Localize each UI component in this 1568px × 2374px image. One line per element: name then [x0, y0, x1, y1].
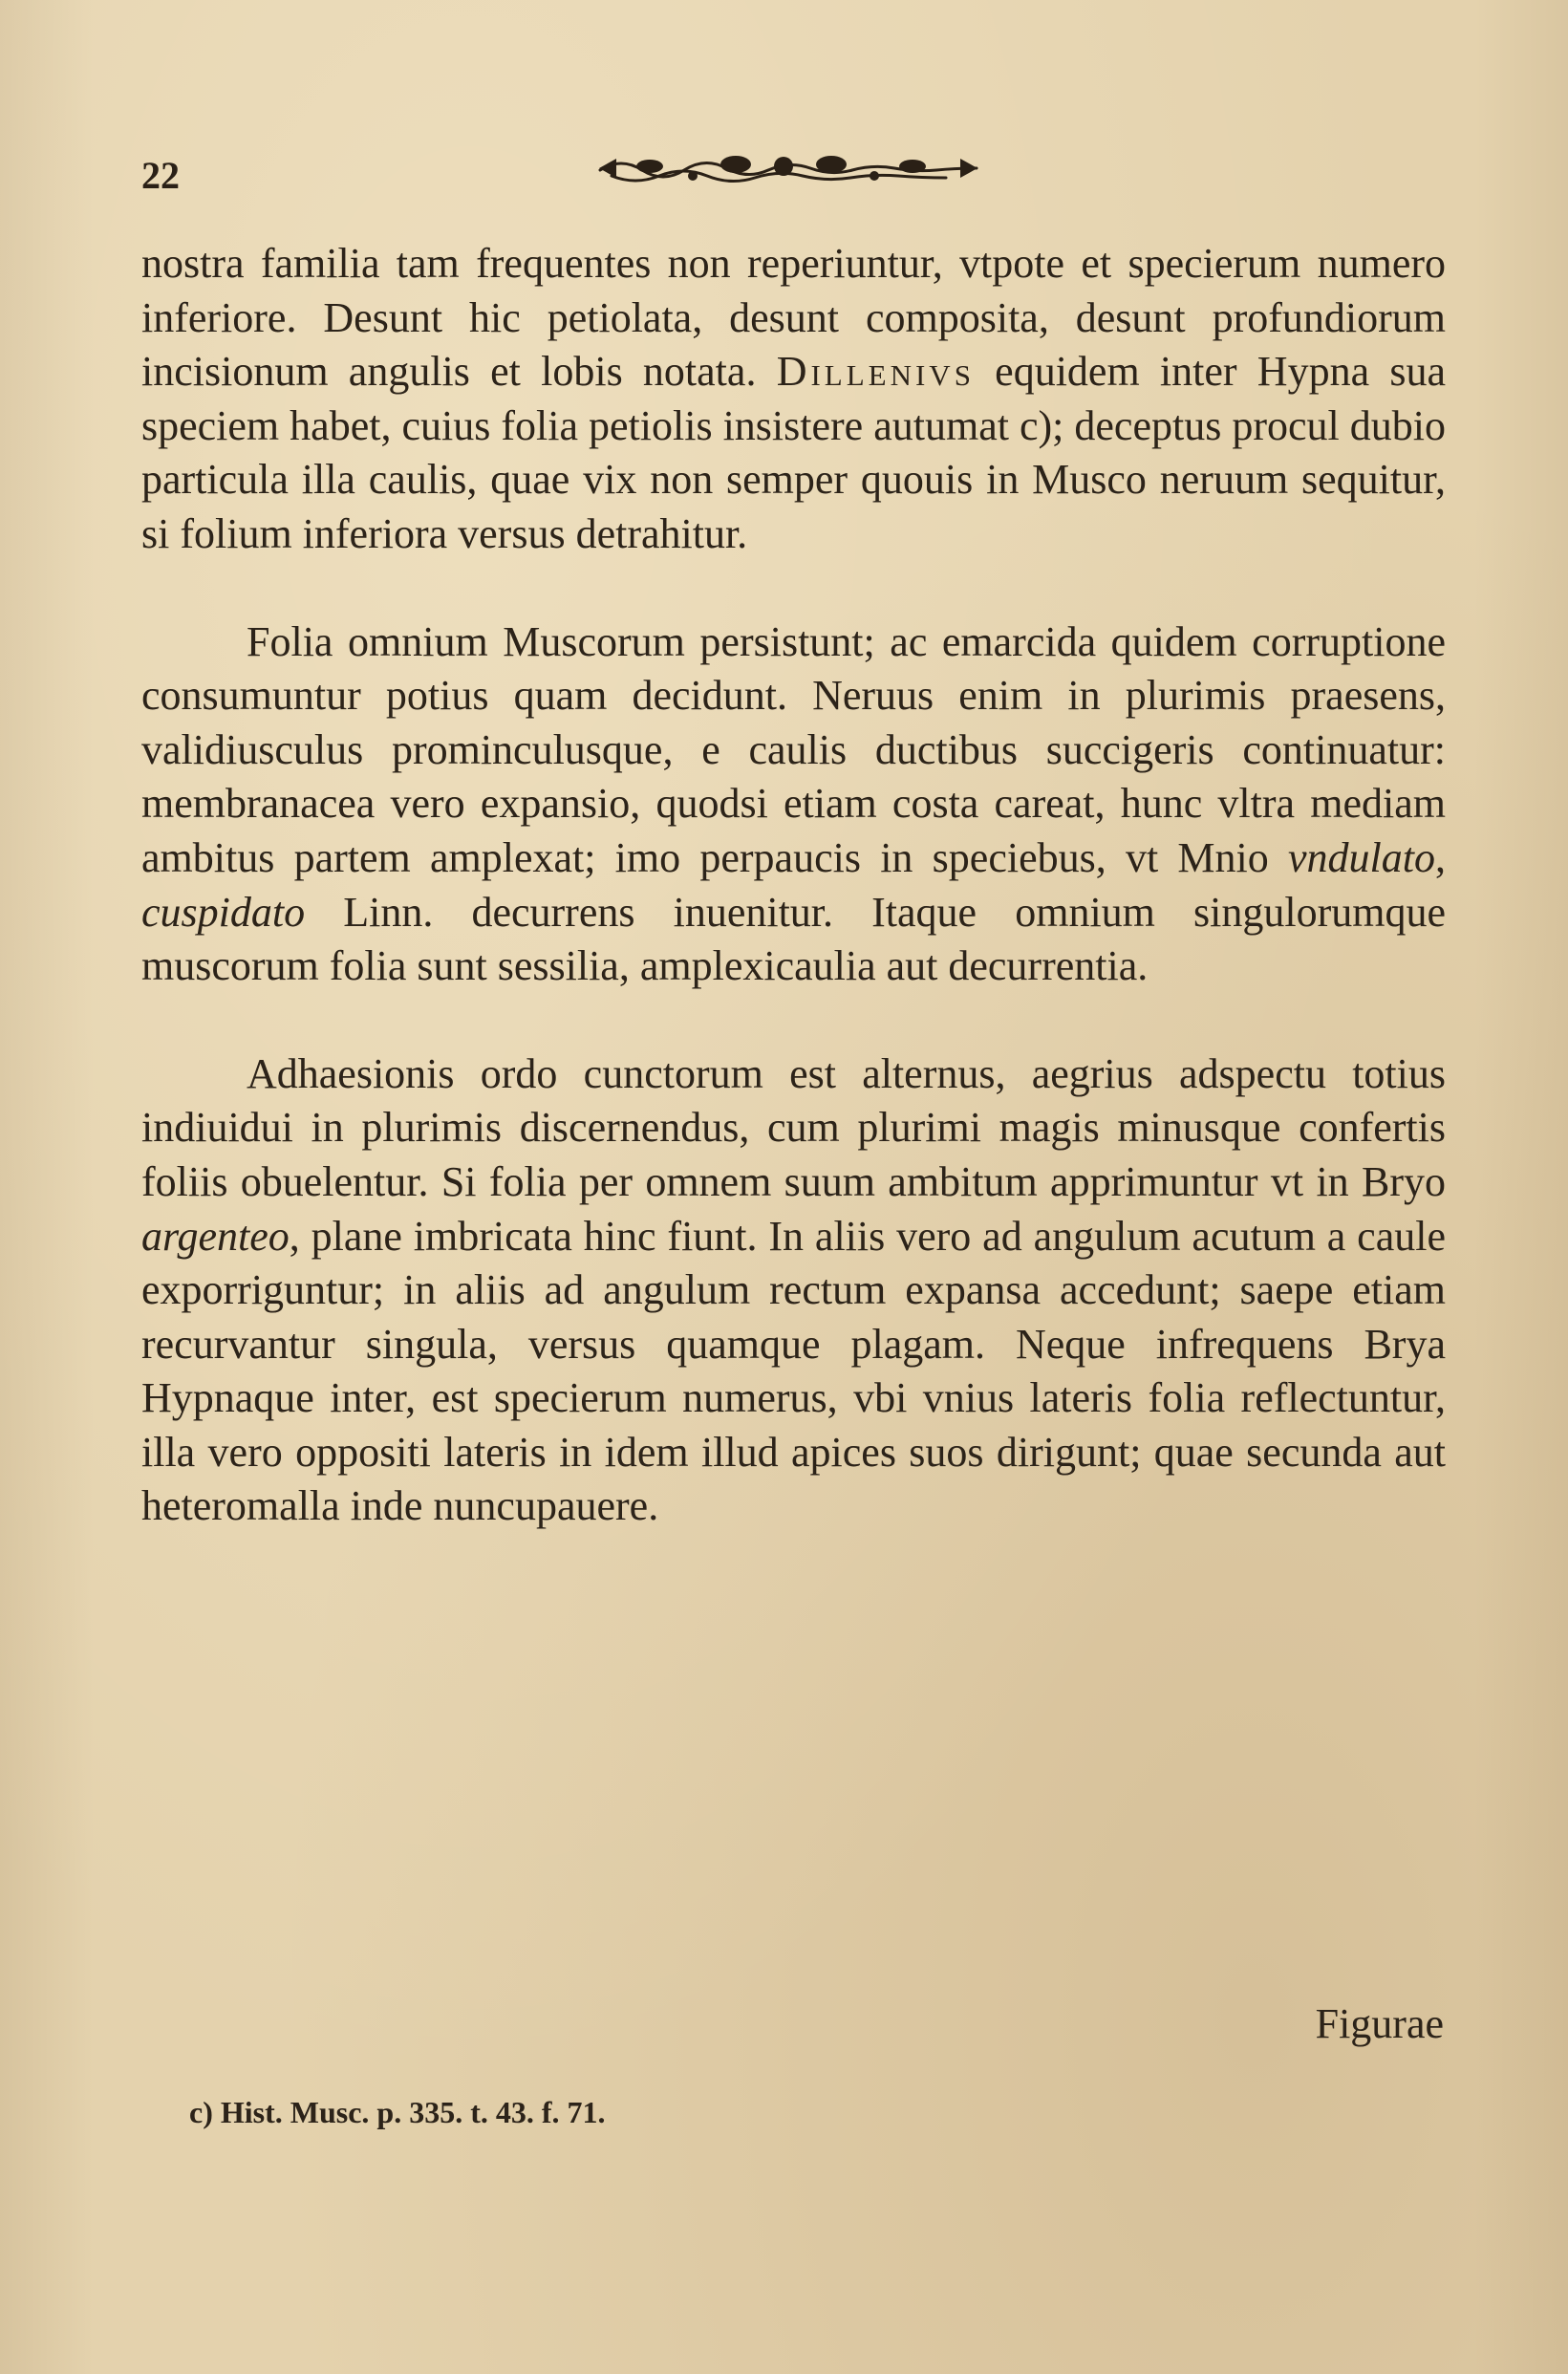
page-number: 22 — [141, 154, 180, 197]
species-name: cuspidato — [141, 888, 306, 936]
printers-ornament-icon — [592, 143, 984, 191]
paragraph — [141, 1047, 1446, 1534]
footnote: c) Hist. Musc. p. 335. t. 43. f. 71. — [189, 2095, 606, 2129]
catchword: Figurae — [1315, 2000, 1444, 2047]
main-text — [141, 237, 1446, 1534]
text-run: , plane imbricata hinc fiunt. In aliis vero ad angulum acutum a caule exporriguntur; in aliis ad angulum rectum expansa accedunt; saepe etiam recurvantur singula, versus quamque plagam. Neque infrequens Brya Hypnaque inter, est specierum numerus, vbi vnius lateris folia reflectuntur, illa vero oppositi lateris in idem illud apices suos dirigunt; quae secunda aut heteromalla inde nuncupauere. — [141, 1212, 1446, 1530]
text-run: Folia omnium Muscorum persistunt; ac emarcida quidem corruptione consumuntur potius quam decidunt. Neruus enim in plurimis praesens, validiusculus prominculusque, e caulis ductibus succigeris continuatur: membranacea vero expansio, quodsi etiam costa careat, hunc vltra mediam ambitus partem amplexat; imo perpaucis in speciebus, vt Mnio — [141, 617, 1446, 881]
text-run: Linn. decurrens inuenitur. Itaque omnium singulorumque muscorum folia sunt sessilia, amplexicaulia aut decurrentia. — [141, 888, 1446, 990]
text-run: Adhaesionis ordo cunctorum est alternus, aegrius adspectu totius indiuidui in plurimis discernendus, cum plurimi magis minusque confertis foliis obuelentur. Si folia per omnem suum ambitum apprimuntur vt in Bryo — [141, 1049, 1446, 1205]
text-run: equidem inter Hypna sua speciem habet, cuius folia petiolis insistere autumat c); deceptus procul dubio particula illa caulis, quae vix non semper quouis in Musco neruum sequitur, si folium inferiora versus detrahitur. — [141, 348, 1446, 557]
species-name: argenteo — [141, 1212, 290, 1260]
author-name-dillenius: Dillenivs — [776, 348, 975, 396]
paragraph — [141, 237, 1446, 562]
text-run: , — [1435, 833, 1446, 881]
text-run: nostra familia tam frequentes non reperiuntur, vtpote et specierum numero inferiore. Desunt hic petiolata, desunt composita, desunt profundiorum incisionum angulis et lobis notata. — [141, 240, 1446, 396]
species-name: vndulato — [1288, 833, 1435, 881]
paragraph — [141, 615, 1446, 994]
